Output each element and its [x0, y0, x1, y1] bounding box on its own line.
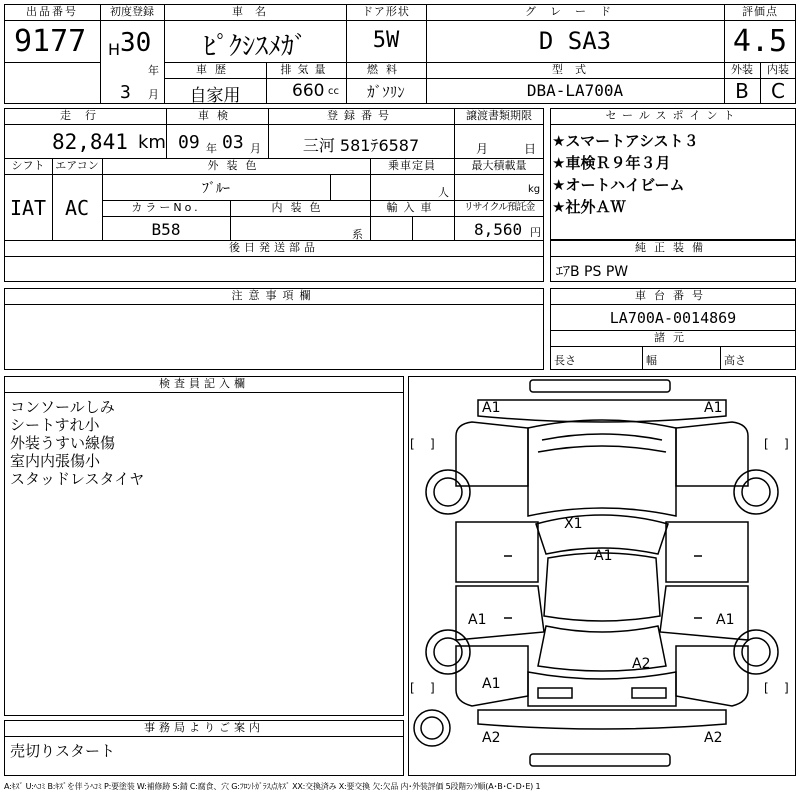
history: 自家用	[189, 86, 241, 106]
car-name-label: 車名	[232, 5, 278, 18]
color-no-label: カラーNo.	[131, 201, 201, 214]
height-label: 高さ	[724, 354, 746, 367]
inspector-line-3: 外装うすい線傷	[10, 434, 116, 452]
history-label: 車歴	[196, 63, 234, 76]
reg-no-label: 登録番号	[327, 109, 395, 122]
mark-left-rear: A1	[482, 676, 501, 692]
fuel: ｶﾞｿﾘﾝ	[367, 83, 405, 101]
inspection-label: 車検	[198, 109, 236, 122]
color-label: 外装色	[207, 159, 265, 172]
sales-points-label: セールスポイント	[605, 109, 741, 122]
svg-text:]: ]	[784, 681, 789, 695]
door-label: ドア形状	[362, 5, 410, 18]
mark-right-rear: A2	[632, 656, 651, 672]
mark-left-front: A1	[468, 612, 487, 628]
door-type: 5W	[372, 28, 400, 53]
reg-month: 3	[120, 82, 131, 103]
ext-grade: B	[735, 79, 749, 103]
color: ﾌﾞﾙｰ	[202, 181, 230, 197]
inspector-label: 検査員記入欄	[159, 377, 249, 390]
grade: D SA3	[538, 27, 612, 55]
displacement-label: 排気量	[280, 63, 332, 76]
chassis-label: 車台番号	[635, 289, 711, 302]
shift: IAT	[9, 196, 47, 220]
ac-label: エアコン	[55, 159, 99, 172]
lot-label: 出品番号	[26, 5, 78, 18]
sales-point-1: ★スマートアシスト３	[552, 132, 699, 150]
inspector-line-4: 室内内張傷小	[10, 452, 101, 470]
length-label: 長さ	[554, 354, 576, 367]
load-label: 最大積載量	[471, 159, 527, 172]
shift-label: シフト	[11, 159, 45, 172]
year-unit: 年	[148, 64, 159, 77]
svg-text:]: ]	[784, 437, 789, 451]
car-diagram	[408, 376, 796, 776]
inspector-line-5: スタッドレスタイヤ	[10, 470, 145, 488]
model: DBA-LA700A	[526, 81, 624, 100]
mark-front-right: A1	[704, 400, 723, 416]
equipment: ｴｱB PS PW	[556, 264, 629, 280]
cc-unit: cc	[328, 86, 339, 97]
mileage-label: 走行	[60, 109, 110, 122]
int-label: 内装	[767, 63, 789, 76]
load-unit: kg	[528, 184, 541, 195]
first-reg-label: 初度登録	[110, 5, 154, 18]
transfer-label: 譲渡書類期限	[466, 109, 532, 122]
capacity-unit: 人	[438, 186, 449, 199]
legend: A:ｷｽﾞ U:ﾍｺﾐ B:ｷｽﾞを伴うﾍｺﾐ P:要塗装 W:補修跡 S:錆 C:腐食、穴 G:ﾌﾛﾝﾄｶﾞﾗｽ点ｷｽﾞ XX:交換済み X:要交換 欠:欠品 内･外装評価 5段階ﾗﾝｸ順(A･B･C･D･E) 1	[4, 782, 541, 791]
later-parts-label: 後日発送部品	[229, 241, 319, 254]
mark-rear-left: A2	[482, 730, 501, 746]
svg-text:[: [	[764, 681, 769, 695]
ac: AC	[64, 196, 90, 220]
svg-text:]: ]	[430, 681, 435, 695]
fuel-label: 燃料	[367, 63, 405, 76]
mark-right-front: A1	[716, 612, 735, 628]
svg-text:[: [	[764, 437, 769, 451]
svg-text:[: [	[410, 437, 415, 451]
reg-year: 30	[120, 28, 152, 58]
lot-number: 9177	[14, 24, 87, 59]
chassis-number: LA700A-0014869	[609, 309, 737, 327]
dims-label: 諸元	[654, 331, 692, 344]
import-label: 輸入車	[386, 201, 438, 214]
reg-number: 三河 581ﾃ6587	[302, 136, 420, 155]
capacity-label: 乗車定員	[388, 159, 436, 172]
inspector-line-1: コンソールしみ	[10, 398, 115, 416]
recycle: 8,560	[474, 220, 523, 239]
notes-label: 注意事項欄	[231, 289, 317, 302]
score: 4.5	[732, 24, 788, 59]
interior-unit: 系	[352, 228, 363, 241]
mileage: 82,841	[52, 130, 128, 154]
car-name: ﾋﾟｸｼｽﾒｶﾞ	[202, 32, 307, 62]
displacement: 660	[292, 81, 325, 101]
interior-label: 内装色	[271, 201, 329, 214]
office-text: 売切りスタート	[10, 742, 116, 760]
era: H	[108, 40, 121, 59]
mark-front-left: A1	[482, 400, 501, 416]
sales-point-4: ★社外ＡＷ	[552, 198, 626, 216]
sales-point-3: ★オートハイビーム	[552, 176, 685, 194]
equipment-label: 純正装備	[635, 241, 711, 254]
recycle-label: リサイクル預託金	[463, 202, 535, 213]
insp-year-unit: 年	[206, 142, 217, 155]
insp-month-unit: 月	[250, 142, 261, 155]
transfer-month: 月	[476, 142, 489, 156]
insp-year: 09	[178, 132, 200, 153]
width-label: 幅	[646, 354, 657, 367]
score-label: 評価点	[742, 5, 778, 18]
km-unit: km	[138, 132, 166, 153]
model-label: 型式	[552, 63, 598, 76]
recycle-unit: 円	[530, 226, 541, 239]
mark-rear-right: A2	[704, 730, 723, 746]
office-label: 事務局よりご案内	[144, 721, 264, 734]
svg-text:]: ]	[430, 437, 435, 451]
ext-label: 外装	[731, 63, 753, 76]
mark-roof: A1	[594, 548, 613, 564]
mark-hood: X1	[564, 516, 583, 532]
svg-text:[: [	[410, 681, 415, 695]
sales-point-2: ★車検Ｒ９年３月	[552, 154, 671, 172]
inspector-line-2: シートすれ小	[10, 416, 100, 434]
color-no: B58	[151, 220, 181, 239]
int-grade: C	[771, 79, 785, 103]
insp-month: 03	[222, 132, 244, 153]
grade-label: グレード	[525, 5, 625, 18]
month-unit: 月	[148, 88, 159, 101]
transfer-day: 日	[524, 142, 537, 156]
